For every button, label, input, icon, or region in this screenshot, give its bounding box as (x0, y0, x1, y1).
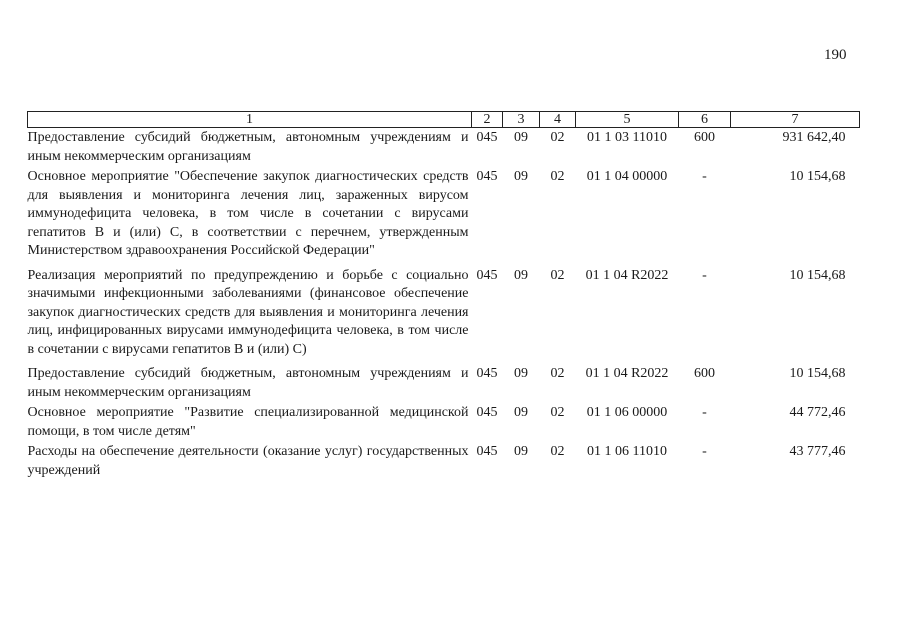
row-subsection-code: 02 (550, 267, 565, 283)
table-row (28, 403, 860, 442)
row-expense-type: - (702, 444, 707, 459)
row-name: Предоставление субсидий бюджетным, автономным учреждениям и иным некоммерческим организациям (27, 366, 469, 400)
row-subsection-code: 02 (550, 366, 565, 381)
row-name: Основное мероприятие "Развитие специализированной медицинской помощи, в том числе детям" (27, 405, 469, 439)
row-section-code: 09 (514, 267, 528, 283)
row-target-article: 01 1 06 00000 (586, 405, 668, 420)
row-amount: 931 642,40 (782, 130, 846, 145)
row-ministry-code: 045 (476, 405, 498, 420)
row-target-article: 01 1 03 11010 (587, 130, 667, 145)
row-expense-type: - (702, 267, 707, 283)
header-col-6: 6 (679, 112, 731, 128)
row-target-article: 01 1 04 R2022 (585, 366, 669, 381)
row-target-article: 01 1 06 11010 (587, 444, 667, 459)
row-amount: 10 154,68 (789, 169, 846, 184)
row-section-code: 09 (514, 366, 528, 381)
row-ministry-code: 045 (476, 169, 498, 184)
row-expense-type: 600 (694, 366, 715, 381)
row-subsection-code: 02 (550, 405, 565, 420)
row-section-code: 09 (514, 444, 528, 459)
table-row (28, 167, 860, 262)
row-target-article: 01 1 04 R2022 (585, 267, 669, 283)
row-section-code: 09 (514, 405, 528, 420)
row-expense-type: - (702, 405, 707, 420)
page-number: 190 (824, 47, 847, 63)
row-expense-type: 600 (694, 130, 715, 145)
header-col-3: 3 (503, 112, 540, 128)
row-subsection-code: 02 (550, 444, 565, 459)
header-col-7: 7 (731, 112, 860, 128)
row-subsection-code: 02 (550, 130, 565, 145)
row-subsection-code: 02 (550, 169, 565, 184)
row-ministry-code: 045 (476, 444, 498, 459)
header-col-2: 2 (472, 112, 503, 128)
row-ministry-code: 045 (476, 130, 498, 145)
budget-table (27, 111, 860, 481)
header-col-4: 4 (540, 112, 576, 128)
row-ministry-code: 045 (476, 267, 498, 283)
row-ministry-code: 045 (476, 366, 498, 381)
row-expense-type: - (702, 169, 707, 184)
table-row (28, 442, 860, 481)
row-name: Основное мероприятие "Обеспечение закупок диагностических средств для выявления и мониторинга лечения лиц, зараженных вирусом иммунодефицита человека, в том числе в сочетании с вирусами гепатитов В и (или) С, в соответствии с перечнем, утвержденным Министерством здравоохранения Российской Федерации" (27, 169, 469, 258)
row-target-article: 01 1 04 00000 (586, 169, 668, 184)
row-amount: 10 154,68 (789, 267, 846, 283)
row-amount: 10 154,68 (789, 366, 846, 381)
row-section-code: 09 (514, 169, 528, 184)
row-name: Предоставление субсидий бюджетным, автономным учреждениям и иным некоммерческим организациям (27, 130, 469, 164)
row-name: Реализация мероприятий по предупреждению и борьбе с социально значимыми инфекционными заболеваниями (финансовое обеспечение закупок диагностических средств для выявления и мониторинга лечения лиц, инфицированных вирусами иммунодефицита человека, в том числе в сочетании с вирусами гепатитов В и (или) С) (27, 267, 469, 357)
table-row (28, 128, 860, 168)
header-col-1: 1 (28, 112, 472, 128)
header-row (28, 112, 860, 128)
table-row (28, 262, 860, 361)
header-col-5: 5 (576, 112, 679, 128)
row-name: Расходы на обеспечение деятельности (оказание услуг) государственных учреждений (27, 444, 469, 478)
row-section-code: 09 (514, 130, 528, 145)
row-amount: 43 777,46 (789, 444, 846, 459)
table-row (28, 360, 860, 403)
row-amount: 44 772,46 (789, 405, 846, 420)
